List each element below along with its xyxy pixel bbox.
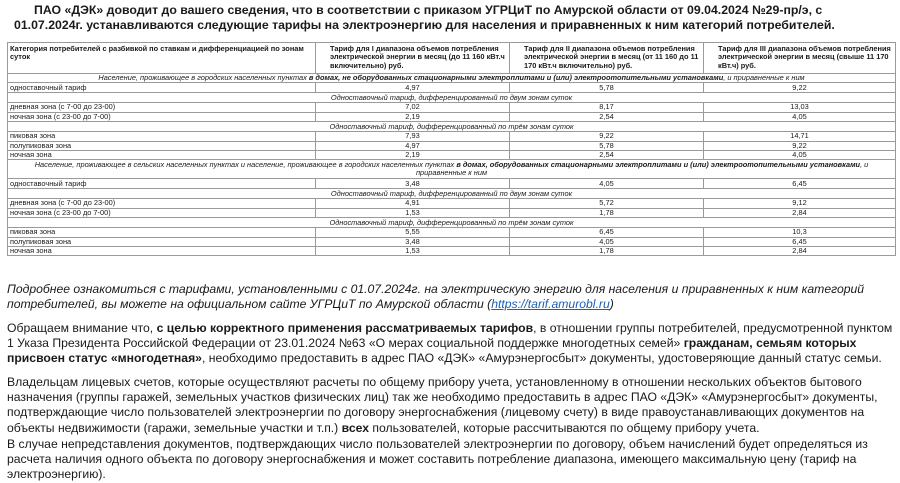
group-two-zones: Одноставочный тариф, дифференцированный по двум зонам суток bbox=[8, 189, 896, 199]
table-row bbox=[8, 151, 896, 160]
cell-value: 2,54 bbox=[510, 112, 704, 121]
row-label-day-zone: дневная зона (с 7-00 до 23-00) bbox=[8, 103, 316, 112]
section-urban-row bbox=[8, 74, 896, 83]
cell-value: 7,93 bbox=[316, 132, 510, 141]
group-three-zones: Одноставочный тариф, дифференцированный по трём зонам суток bbox=[8, 218, 896, 228]
cell-value: 4,91 bbox=[316, 199, 510, 208]
header-range-1: Тариф для I диапазона объемов потребления электрической энергии в месяц (до 11 160 кВт.ч включительно) руб. bbox=[316, 43, 510, 74]
header-range-2: Тариф для II диапазона объемов потребления электрической энергии в месяц (от 11 160 до 11 170 кВт.ч включительно) руб. bbox=[510, 43, 704, 74]
table-row bbox=[8, 228, 896, 237]
group-two-zones: Одноставочный тариф, дифференцированный по двум зонам суток bbox=[8, 93, 896, 103]
table-row bbox=[8, 237, 896, 246]
cell-value: 8,17 bbox=[510, 103, 704, 112]
row-label-night-zone: ночная зона (с 23-00 до 7-00) bbox=[8, 112, 316, 121]
row-label-night-zone: ночная зона (с 23-00 до 7-00) bbox=[8, 208, 316, 217]
row-label-peak-zone: пиковая зона bbox=[8, 132, 316, 141]
section-urban-heading: Население, проживающее в городских населенных пунктах в домах, не оборудованных стационарными электроплитами и (или) электроотопительными установками, и приравненные к ним bbox=[8, 74, 896, 83]
tariff-site-link[interactable]: https://tarif.amurobl.ru bbox=[491, 297, 610, 312]
cell-value: 7,02 bbox=[316, 103, 510, 112]
row-label-single-rate: одноставочный тариф bbox=[8, 179, 316, 189]
table-row bbox=[8, 132, 896, 141]
group-three-zones: Одноставочный тариф, дифференцированный по трём зонам суток bbox=[8, 122, 896, 132]
cell-value: 5,72 bbox=[510, 199, 704, 208]
cell-value: 1,78 bbox=[510, 247, 704, 256]
announcement-headline: ПАО «ДЭК» доводит до вашего сведения, что в соответствии с приказом УГРЦиТ по Амурской области от 09.04.2024 №29-пр/э, с 01.07.2024г. устанавливаются следующие тарифы на электроэнергию для населения и приравненных к ним категорий потребителей. bbox=[14, 3, 835, 32]
cell-value: 2,54 bbox=[510, 151, 704, 160]
table-row bbox=[8, 103, 896, 112]
row-label-day-zone: дневная зона (с 7-00 до 23-00) bbox=[8, 199, 316, 208]
row-label-peak-zone: пиковая зона bbox=[8, 228, 316, 237]
header-range-3: Тариф для III диапазона объемов потребления электрической энергии в месяц (свыше 11 170 кВт.ч) руб. bbox=[704, 43, 896, 74]
cell-value: 9,22 bbox=[704, 83, 896, 93]
table-row bbox=[8, 141, 896, 150]
cell-value: 2,19 bbox=[316, 151, 510, 160]
cell-value: 6,45 bbox=[704, 237, 896, 246]
table-row bbox=[8, 112, 896, 121]
group-row bbox=[8, 93, 896, 103]
row-label-semipeak-zone: полупиковая зона bbox=[8, 141, 316, 150]
table-header-row bbox=[8, 43, 896, 74]
cell-value: 4,97 bbox=[316, 83, 510, 93]
table-row bbox=[8, 83, 896, 93]
cell-value: 1,78 bbox=[510, 208, 704, 217]
cell-value: 4,05 bbox=[510, 179, 704, 189]
cell-value: 9,12 bbox=[704, 199, 896, 208]
tariff-table bbox=[7, 42, 896, 256]
cell-value: 2,19 bbox=[316, 112, 510, 121]
table-row bbox=[8, 208, 896, 217]
cell-value: 3,48 bbox=[316, 179, 510, 189]
cell-value: 4,97 bbox=[316, 141, 510, 150]
section-rural-heading: Население, проживающее в сельских населенных пунктах и население, проживающее в городских населенных пунктах в домах, оборудованных стационарными электроплитами и (или) электроотопительными установками, и приравненные к ним bbox=[8, 160, 896, 179]
cell-value: 4,05 bbox=[704, 112, 896, 121]
cell-value: 1,53 bbox=[316, 247, 510, 256]
cell-value: 14,71 bbox=[704, 132, 896, 141]
section-rural-row bbox=[8, 160, 896, 179]
group-row bbox=[8, 218, 896, 228]
paragraph-no-documents: В случае непредставления документов, подтверждающих число пользователей электроэнергии по договору, объем начислений будет определяться из расчета наличия одного объекта по договору энергоснабжения и может составить потребление диапазона, имеющего максимальную цену (тариф на электроэнергию). bbox=[7, 437, 868, 482]
header-category: Категория потребителей с разбивкой по ставкам и дифференциацией по зонам суток bbox=[8, 43, 316, 74]
table-row bbox=[8, 199, 896, 208]
cell-value: 4,05 bbox=[510, 237, 704, 246]
cell-value: 4,05 bbox=[704, 151, 896, 160]
cell-value: 1,53 bbox=[316, 208, 510, 217]
cell-value: 10,3 bbox=[704, 228, 896, 237]
group-row bbox=[8, 189, 896, 199]
row-label-single-rate: одноставочный тариф bbox=[8, 83, 316, 93]
cell-value: 5,55 bbox=[316, 228, 510, 237]
row-label-night-zone: ночная зона bbox=[8, 151, 316, 160]
row-label-semipeak-zone: полупиковая зона bbox=[8, 237, 316, 246]
cell-value: 9,22 bbox=[510, 132, 704, 141]
cell-value: 2,84 bbox=[704, 247, 896, 256]
cell-value: 13,03 bbox=[704, 103, 896, 112]
cell-value: 2,84 bbox=[704, 208, 896, 217]
row-label-night-zone: ночная зона bbox=[8, 247, 316, 256]
paragraph-more-info: Подробнее ознакомиться с тарифами, установленными с 01.07.2024г. на электрическую энергию для населения и приравненных к ним категорий потребителей, вы можете на официальном сайте УГРЦиТ по Амурской области (https://tarif.amurobl.ru) bbox=[7, 282, 865, 312]
group-row bbox=[8, 122, 896, 132]
cell-value: 6,45 bbox=[704, 179, 896, 189]
table-row bbox=[8, 247, 896, 256]
cell-value: 5,78 bbox=[510, 141, 704, 150]
cell-value: 5,78 bbox=[510, 83, 704, 93]
table-row bbox=[8, 179, 896, 189]
cell-value: 9,22 bbox=[704, 141, 896, 150]
paragraph-large-families: Обращаем внимание что, с целью корректного применения рассматриваемых тарифов, в отношении группы потребителей, предусмотренной пунктом 1 Указа Президента Российской Федерации от 23.01.2024 №63 «О мерах социальной поддержке многодетных семей» гражданам, семьям которых присвоен статус «многодетная», необходимо предоставить в адрес ПАО «ДЭК» «Амурэнергосбыт» документы, удостоверяющие данный статус семьи. bbox=[7, 321, 893, 366]
paragraph-shared-meter: Владельцам лицевых счетов, которые осуществляют расчеты по общему прибору учета, установленному в отношении нескольких объектов бытового назначения (группы гаражей, земельных участков физических лиц) так же необходимо предоставить в адрес ПАО «ДЭК» «Амурэнергосбыт» документы, подтверждающие число пользователей электроэнергии по договору энергоснабжения (лицевому счету) в виде правоустанавливающих документов на объекты недвижимости (гаражи, земельные участки и т.п.) всех пользователей, которые рассчитываются по общему прибору учета. bbox=[7, 375, 878, 435]
cell-value: 3,48 bbox=[316, 237, 510, 246]
cell-value: 6,45 bbox=[510, 228, 704, 237]
